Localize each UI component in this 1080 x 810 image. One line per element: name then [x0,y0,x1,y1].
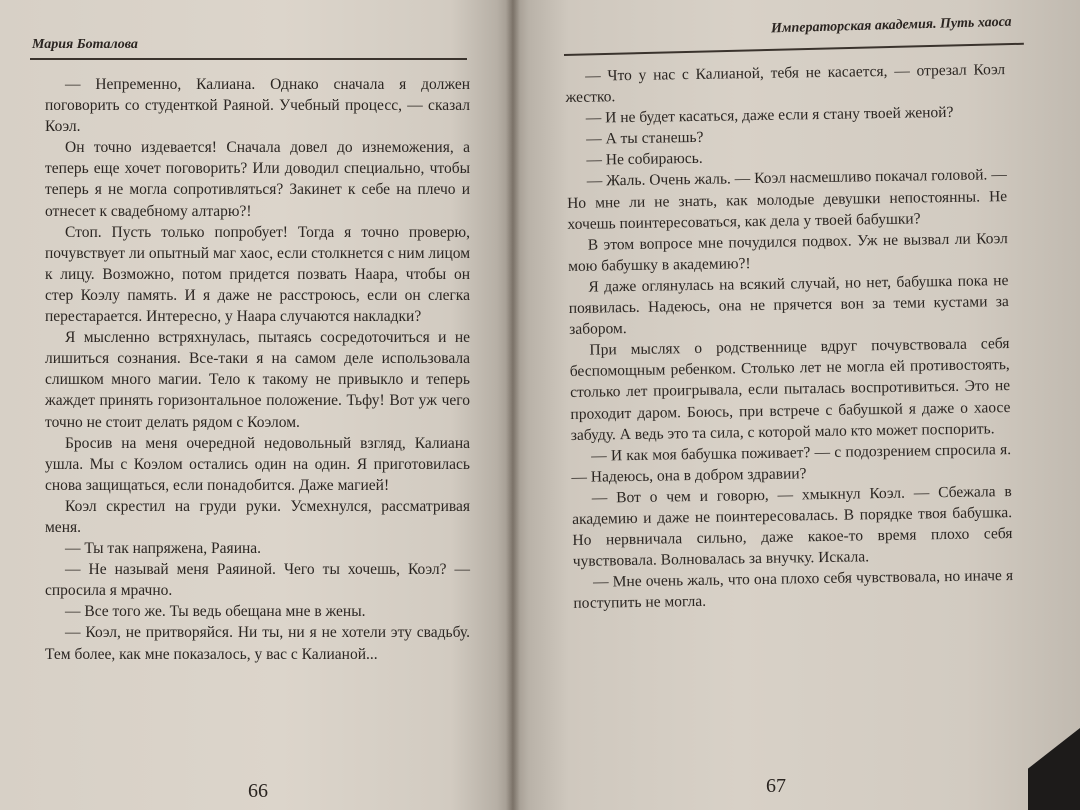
paragraph: — И не будет касаться, даже если я стану твоей женой? [585,104,954,127]
paragraph: Он точно издевается! Сначала довел до изнеможения, а теперь еще хочет поговорить? Или доводил специально, чтобы теперь я не могла сопротивляться? Закинет к себе на плечо и отнесет к свадебному алтарю?! [45,139,470,220]
paragraph: — Жаль. Очень жаль. — Коэл насмешливо покачал головой. — Но мне ли не знать, как молодые девушки непостоянны. Не хочешь поинтересоваться, как дела у твоей бабушки? [567,166,1008,233]
paragraph: — Не называй меня Раяиной. Чего ты хочешь, Коэл? — спросила я мрачно. [45,561,470,600]
paragraph: При мыслях о родственнице вдруг почувствовала себя беспомощным ребенком. Столько лет не могла ей противостоять, столько лет проигрывала, если пыталась воспротивиться. Это не проходит даром. Боюсь, при встрече с бабушкой я даже о хаосе забуду. А ведь это та сила, с которой мало кто может поспорить. [569,335,1011,444]
dark-object-corner [1028,728,1080,810]
paragraph: Бросив на меня очередной недовольный взгляд, Калиана ушла. Мы с Коэлом остались один на один. Я приготовилась снова защищаться, если понадобится. Даже магией! [45,434,470,494]
left-header-rule [30,58,467,60]
paragraph: — Непременно, Калиана. Однако сначала я должен поговорить со студенткой Раяной. Учебный процесс, — сказал Коэл. [45,76,470,136]
paragraph: — И как моя бабушка поживает? — с подозрением спросила я. — Надеюсь, она в добром здравии? [571,440,1012,486]
paragraph: — Все того же. Ты ведь обещана мне в жены. [65,603,366,621]
right-page-text [565,59,1014,614]
paragraph: — Вот о чем и говорю, — хмыкнул Коэл. — Сбежала в академию и даже не поинтересовалась. В порядке твоя бабушка. Но нервничала сильно, даже какое-то время плохо себя чувствовала. Волновалась за внучку. Искала. [571,482,1013,571]
right-header-rule [564,43,1024,56]
left-running-head: Мария Боталова [32,37,138,52]
paragraph: Коэл скрестил на груди руки. Усмехнулся, рассматривая меня. [45,497,470,536]
left-page-number: 66 [248,780,268,802]
paragraph: — А ты станешь? [586,129,704,148]
paragraph: В этом вопросе мне почудился подвох. Уж не вызвал ли Коэл мою бабушку в академию?! [568,229,1008,275]
paragraph: — Что у нас с Калианой, тебя не касается, — отрезал Коэл жестко. [565,61,1006,107]
paragraph: — Ты так напряжена, Раяина. [65,540,262,558]
paragraph: Я мысленно встряхнулась, пытаясь сосредоточиться и не лишиться сознания. Все-таки я на самом деле использовала слишком много магии. Тело к такому не привыкло и теперь жаждет принять горизонтальное положение. Тьфу! Вот уж чего точно не стоит делать рядом с Коэлом. [45,329,470,431]
right-page [512,0,1080,810]
paragraph: — Мне очень жаль, что она плохо себя чувствовала, но иначе я поступить не могла. [573,567,1014,613]
left-page [0,0,512,810]
book-gutter [506,0,520,810]
paragraph: Я даже оглянулась на всякий случай, но нет, бабушка пока не появилась. Надеюсь, она не прячется вон за теми кустами за забором. [568,272,1009,339]
paragraph: Стоп. Пусть только попробует! Тогда я точно проверю, почувствует ли опытный маг хаос, если столкнется с ним лицом к лицу. Возможно, потом придется позвать Наара, чтобы он стер Коэлу память. И я даже не расстроюсь, если он слегка перестарается. Интересно, у Наара случаются накладки? [45,223,470,326]
paragraph: — Не собираюсь. [586,150,703,170]
paragraph: — Коэл, не притворяйся. Ни ты, ни я не хотели эту свадьбу. Тем более, как мне показалось, у вас с Калианой... [45,624,470,663]
right-page-number: 67 [766,775,786,797]
left-page-text [45,74,470,665]
right-running-head: Императорская академия. Путь хаоса [771,14,1013,37]
